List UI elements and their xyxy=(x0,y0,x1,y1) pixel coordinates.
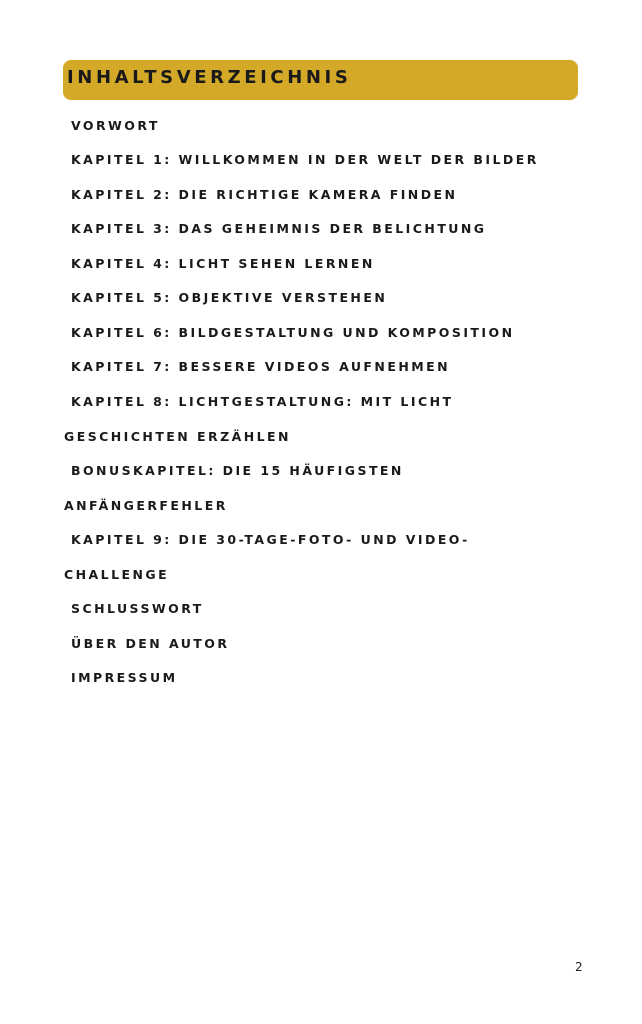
toc-entry-kapitel-2: KAPITEL 2: DIE RICHTIGE KAMERA FINDEN xyxy=(71,187,458,202)
toc-entry-kapitel-6: KAPITEL 6: BILDGESTALTUNG UND KOMPOSITION xyxy=(71,325,515,340)
toc-entry-kapitel-7: KAPITEL 7: BESSERE VIDEOS AUFNEHMEN xyxy=(71,359,451,374)
toc-entry-ueber-den-autor: ÜBER DEN AUTOR xyxy=(71,636,230,651)
toc-entry-bonuskapitel-continued: ANFÄNGERFEHLER xyxy=(64,498,228,513)
toc-entry-vorwort: VORWORT xyxy=(71,118,160,133)
toc-entry-kapitel-1: KAPITEL 1: WILLKOMMEN IN DER WELT DER BILDER xyxy=(71,152,539,167)
toc-entry-kapitel-8-continued: GESCHICHTEN ERZÄHLEN xyxy=(64,429,291,444)
toc-entry-kapitel-5: KAPITEL 5: OBJEKTIVE VERSTEHEN xyxy=(71,290,388,305)
toc-entry-impressum: IMPRESSUM xyxy=(71,670,178,685)
page-number: 2 xyxy=(575,960,583,974)
toc-entry-kapitel-4: KAPITEL 4: LICHT SEHEN LERNEN xyxy=(71,256,375,271)
toc-entry-kapitel-3: KAPITEL 3: DAS GEHEIMNIS DER BELICHTUNG xyxy=(71,221,487,236)
toc-entry-kapitel-9-continued: CHALLENGE xyxy=(64,567,170,582)
toc-entry-schlusswort: SCHLUSSWORT xyxy=(71,601,204,616)
toc-heading-bar xyxy=(63,60,578,100)
toc-entry-bonuskapitel: BONUSKAPITEL: DIE 15 HÄUFIGSTEN xyxy=(71,463,404,478)
toc-entry-kapitel-9: KAPITEL 9: DIE 30-TAGE-FOTO- UND VIDEO- xyxy=(71,532,470,547)
page-title: INHALTSVERZEICHNIS xyxy=(67,67,352,88)
toc-entry-kapitel-8: KAPITEL 8: LICHTGESTALTUNG: MIT LICHT xyxy=(71,394,454,409)
